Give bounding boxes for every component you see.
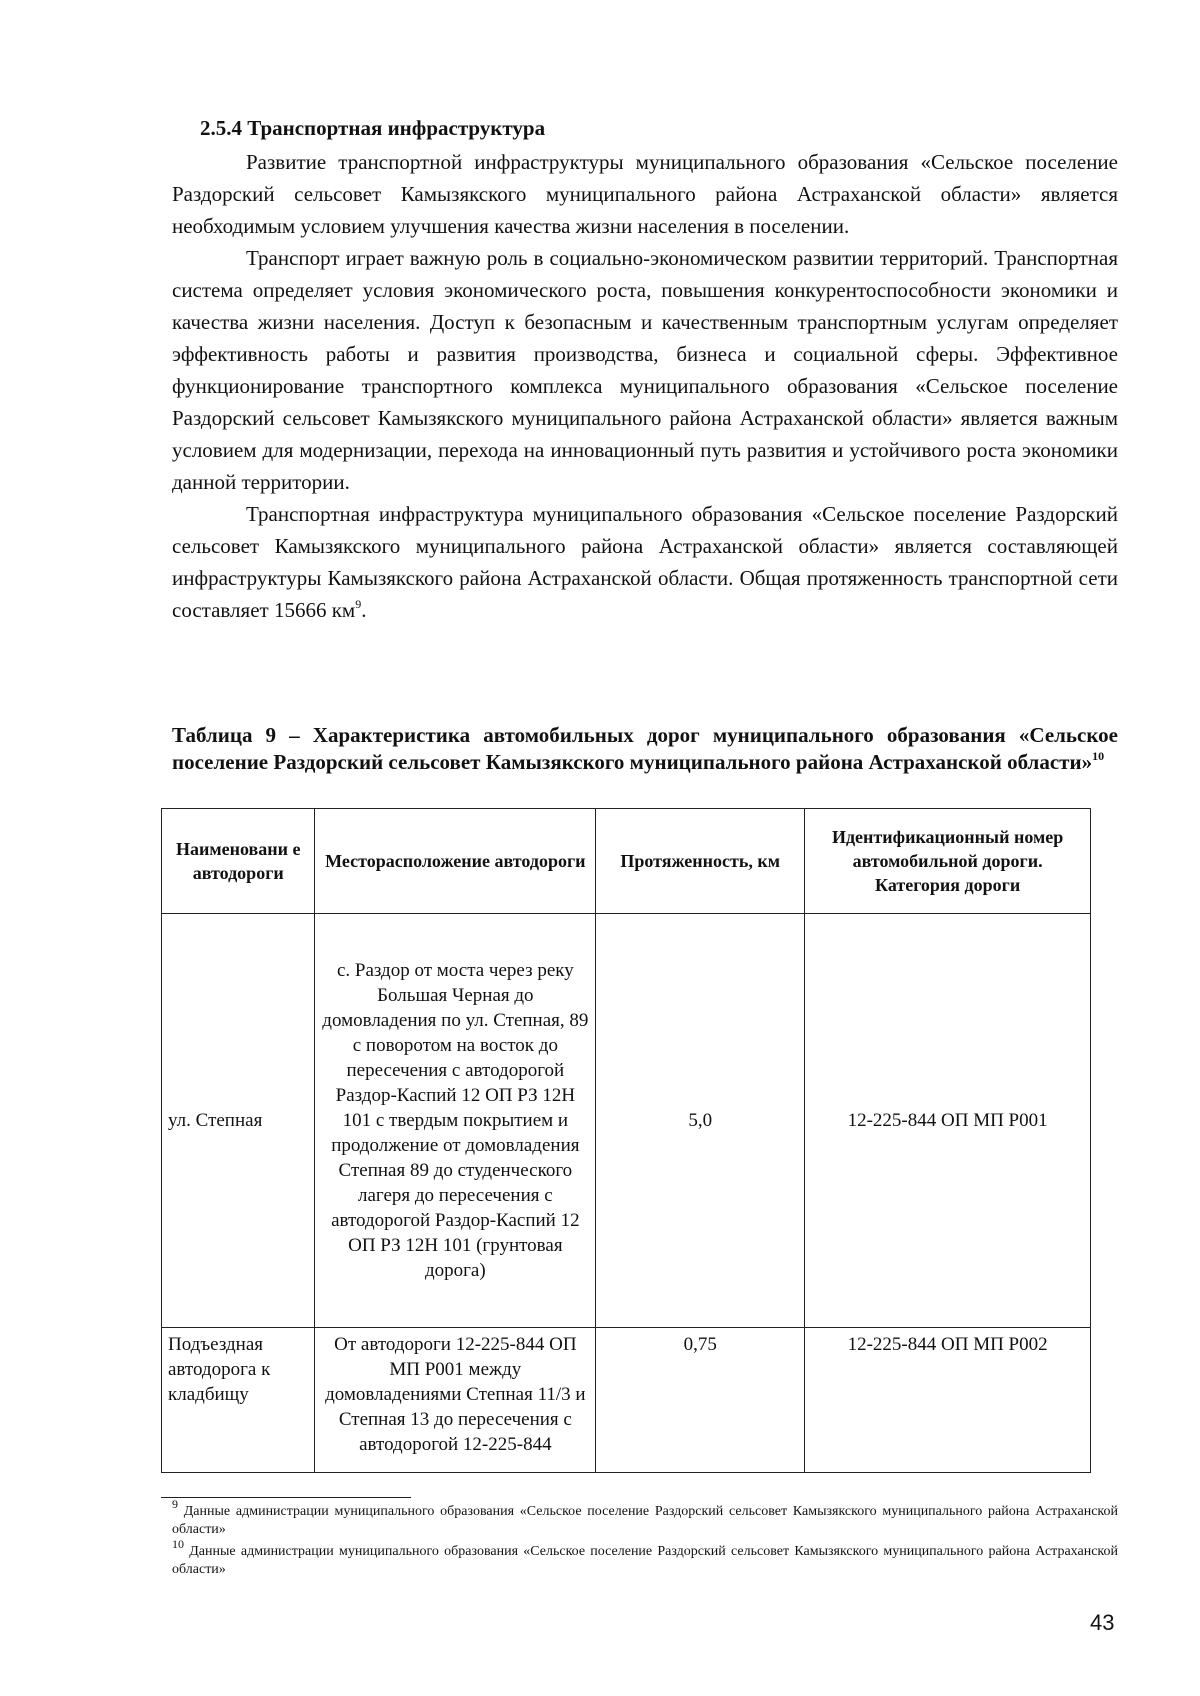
paragraph-2: Транспорт играет важную роль в социально-экономическом развитии территорий. Транспортная система определяет условия экономического роста, повышения конкурентоспособности экономики и качества жизни населения. Доступ к безопасным и качественным транспортным услугам определяет эффективность работы и развития производства, бизнеса и социальной сферы. Эффективное функционирование транспортного комплекса муниципального образования «Сельское поселение Раздорский сельсовет Камызякского муниципального района Астраханской области» является важным условием для модернизации, перехода на инновационный путь развития и устойчивого роста экономики данной территории.: [172, 246, 1118, 494]
section-heading: 2.5.4 Транспортная инфраструктура: [200, 116, 546, 140]
footnote-text: Данные администрации муниципального образования «Сельское поселение Раздорский сельсовет Камызякского муниципального района Астраханской области»: [172, 1504, 1118, 1537]
page-number: 43: [1090, 1610, 1115, 1635]
footnote-ref-9: 9: [355, 597, 362, 611]
paragraph-3: [172, 498, 1118, 626]
paragraph-1: Развитие транспортной инфраструктуры муниципального образования «Сельское поселение Раздорский сельсовет Камызякского муниципального района Астраханской области» является необходимым условием улучшения качества жизни населения в поселении.: [172, 150, 1118, 238]
footnotes: [172, 1497, 1118, 1583]
table-header-row: [162, 809, 1091, 914]
footnote-text: Данные администрации муниципального образования «Сельское поселение Раздорский сельсовет Камызякского муниципального района Астраханской области»: [172, 1544, 1118, 1577]
table-row: [162, 1328, 1091, 1473]
cell-road-id: 12-225-844 ОП МП Р001: [805, 914, 1091, 1328]
header-road-length: Протяженность, км: [596, 809, 805, 914]
cell-road-id: 12-225-844 ОП МП Р002: [805, 1328, 1091, 1473]
footnote-9: [172, 1497, 1118, 1539]
cell-road-length: 5,0: [596, 914, 805, 1328]
header-road-location: Месторасположение автодороги: [315, 809, 596, 914]
roads-table: [161, 808, 1091, 1473]
header-road-id: Идентификационный номер автомобильной дороги. Категория дороги: [805, 809, 1091, 914]
table-caption: [172, 722, 1118, 776]
header-road-name: Наименовани е автодороги: [162, 809, 315, 914]
paragraph-3-end: .: [361, 598, 367, 622]
cell-road-length: 0,75: [596, 1328, 805, 1473]
table-caption-text: Таблица 9 – Характеристика автомобильных дорог муниципального образования «Сельское поселение Раздорский сельсовет Камызякского муниципального района Астраханской области»: [172, 723, 1118, 774]
footnote-number: 9: [172, 1497, 178, 1512]
table-row: [162, 914, 1091, 1328]
footnote-number: 10: [172, 1537, 184, 1552]
footnote-10: [172, 1537, 1118, 1579]
cell-road-location: с. Раздор от моста через реку Большая Черная до домовладения по ул. Степная, 89 с поворотом на восток до пересечения с автодорогой Раздор-Каспий 12 ОП РЗ 12Н 101 с твердым покрытием и продолжение от домовладения Степная 89 до студенческого лагеря до пересечения с автодорогой Раздор-Каспий 12 ОП РЗ 12Н 101 (грунтовая дорога): [315, 914, 596, 1328]
cell-road-name: ул. Степная: [162, 914, 315, 1328]
cell-road-name: Подъездная автодорога к кладбищу: [162, 1328, 315, 1473]
cell-road-location: От автодороги 12-225-844 ОП МП Р001 между домовладениями Степная 11/3 и Степная 13 до пересечения с автодорогой 12-225-844: [315, 1328, 596, 1473]
footnote-ref-10: 10: [1092, 749, 1105, 763]
section-body: [172, 146, 1118, 626]
paragraph-3-text: Транспортная инфраструктура муниципального образования «Сельское поселение Раздорский сельсовет Камызякского муниципального района Астраханской области» является составляющей инфраструктуры Камызякского района Астраханской области. Общая протяженность транспортной сети составляет 15666 км: [172, 502, 1118, 622]
footnote-separator: [161, 1497, 411, 1498]
